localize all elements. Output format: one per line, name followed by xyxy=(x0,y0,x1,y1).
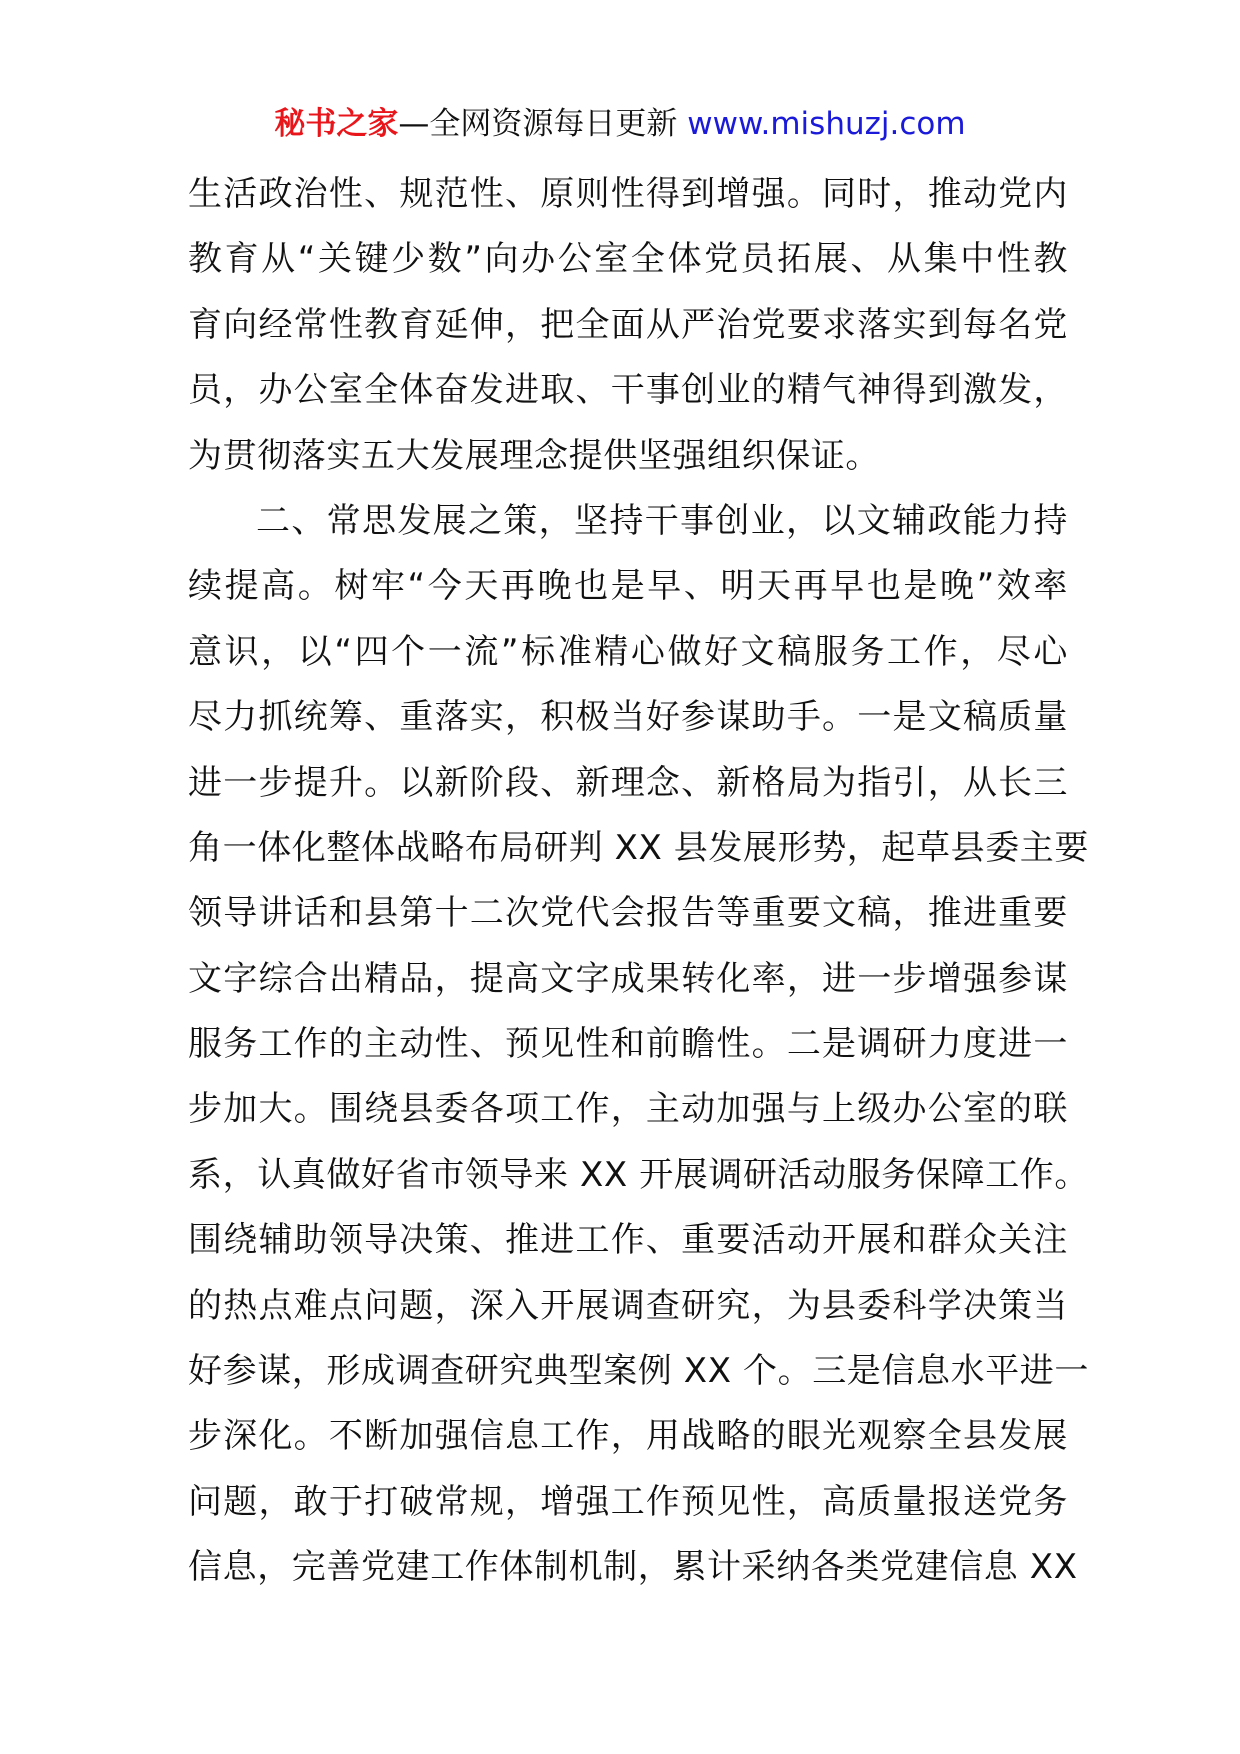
text-line: 角一体化整体战略布局研判 XX 县发展形势，起草县委主要 xyxy=(188,827,1089,868)
text-line: 进一步提升。以新阶段、新理念、新格局为指引，从长三 xyxy=(188,762,1068,803)
text-line: 围绕辅助领导决策、推进工作、重要活动开展和群众关注 xyxy=(188,1220,1068,1261)
text-line: 领导讲话和县第十二次党代会报告等重要文稿，推进重要 xyxy=(188,893,1068,934)
header-slogan: —全网资源每日更新 xyxy=(398,106,678,142)
text-line: 续提高。树牢“今天再晚也是早、明天再早也是晚”效率 xyxy=(188,566,1068,607)
header-site-link[interactable]: www.mishuzj.com xyxy=(687,106,966,142)
text-line: 文字综合出精品，提高文字成果转化率，进一步增强参谋 xyxy=(188,958,1068,999)
text-line: 员，办公室全体奋发进取、干事创业的精气神得到激发， xyxy=(188,370,1068,411)
text-line: 为贯彻落实五大发展理念提供坚强组织保证。 xyxy=(188,435,880,476)
text-line: 服务工作的主动性、预见性和前瞻性。二是调研力度进一 xyxy=(188,1024,1068,1065)
text-line: 育向经常性教育延伸，把全面从严治党要求落实到每名党 xyxy=(188,304,1068,345)
paragraph-first-line: 二、常思发展之策，坚持干事创业，以文辅政能力持 xyxy=(256,500,1068,541)
text-line: 步深化。不断加强信息工作，用战略的眼光观察全县发展 xyxy=(188,1416,1068,1457)
text-line: 教育从“关键少数”向办公室全体党员拓展、从集中性教 xyxy=(188,239,1068,280)
header-brand: 秘书之家 xyxy=(274,106,399,142)
text-line: 的热点难点问题，深入开展调查研究，为县委科学决策当 xyxy=(188,1285,1068,1326)
document-body xyxy=(188,162,1089,1601)
text-line: 好参谋，形成调查研究典型案例 XX 个。三是信息水平进一 xyxy=(188,1351,1089,1392)
page-header xyxy=(0,100,1240,148)
text-line: 信息，完善党建工作体制机制，累计采纳各类党建信息 XX xyxy=(188,1547,1078,1588)
text-line: 步加大。围绕县委各项工作，主动加强与上级办公室的联 xyxy=(188,1089,1068,1130)
text-line: 意识，以“四个一流”标准精心做好文稿服务工作，尽心 xyxy=(188,631,1068,672)
text-line: 系，认真做好省市领导来 XX 开展调研活动服务保障工作。 xyxy=(188,1154,1089,1195)
text-line: 生活政治性、规范性、原则性得到增强。同时，推动党内 xyxy=(188,174,1068,214)
text-line: 尽力抓统筹、重落实，积极当好参谋助手。一是文稿质量 xyxy=(188,697,1068,738)
text-line: 问题，敢于打破常规，增强工作预见性，高质量报送党务 xyxy=(188,1481,1068,1522)
